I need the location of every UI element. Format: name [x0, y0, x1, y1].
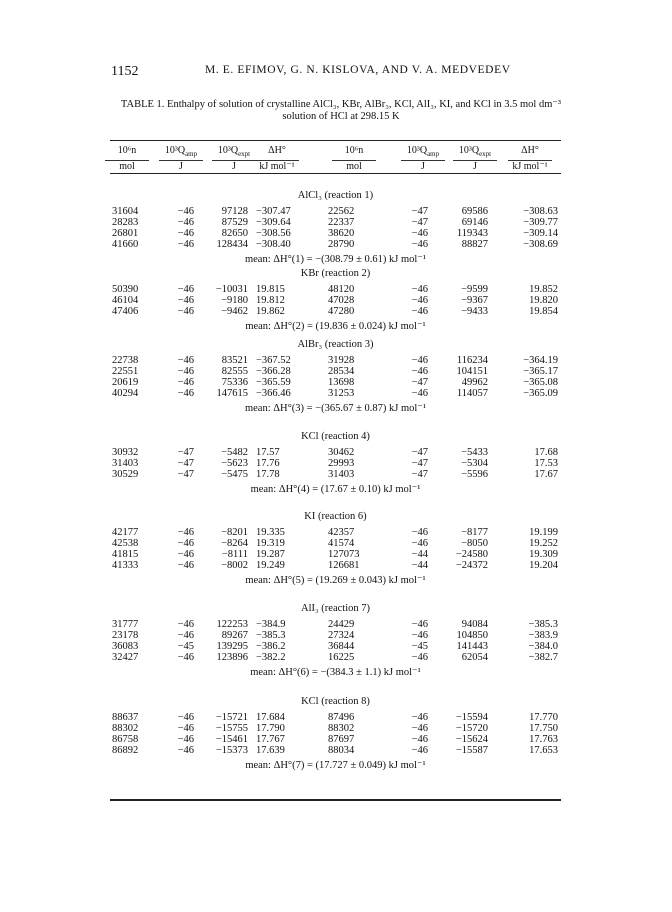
- table-cell: 104850: [456, 630, 488, 641]
- table-cell: −5482: [221, 447, 248, 458]
- table-cell: 88302: [112, 723, 139, 734]
- table-cell: 32427: [112, 652, 139, 663]
- table-cell: 17.57: [256, 447, 280, 458]
- table-cell: −24372: [455, 560, 488, 571]
- table-cell: −308.56: [256, 228, 291, 239]
- table-cell: 19.204: [529, 560, 558, 571]
- table-cell: 87496: [328, 712, 355, 723]
- table-cell: 13698: [328, 377, 355, 388]
- table-cell: −46: [411, 388, 428, 399]
- table-cell: −46: [411, 538, 428, 549]
- section-title: AlBr₃ (reaction 3): [297, 339, 374, 350]
- table-cell: −8002: [221, 560, 248, 571]
- table-cell: 40294: [112, 388, 139, 399]
- table-cell: 89267: [221, 630, 248, 641]
- section-mean: mean: ΔH°(5) = (19.269 ± 0.043) kJ mol⁻¹: [245, 575, 426, 586]
- table-cell: 69586: [461, 206, 488, 217]
- column-unit: J: [473, 161, 477, 172]
- table-cell: 69146: [461, 217, 488, 228]
- column-header: ΔH°: [521, 145, 539, 156]
- table-cell: 128434: [216, 239, 248, 250]
- table-cell: −47: [411, 469, 428, 480]
- table-cell: −46: [177, 206, 194, 217]
- table-cell: 24429: [328, 619, 355, 630]
- table-cell: −47: [411, 217, 428, 228]
- table-caption-line-1: TABLE 1. Enthalpy of solution of crystalline AlCl₃, KBr, AlBr₃, KCl, AlI₃, KI, and KCl in 3.5 mol dm⁻³: [120, 99, 562, 110]
- table-cell: −365.08: [523, 377, 558, 388]
- table-cell: 48120: [328, 284, 355, 295]
- table-cell: 17.763: [529, 734, 558, 745]
- table-cell: 47280: [328, 306, 355, 317]
- table-cell: −367.52: [256, 355, 291, 366]
- table-cell: 97128: [221, 206, 248, 217]
- table-cell: −46: [177, 228, 194, 239]
- table-cell: −9433: [461, 306, 488, 317]
- table-cell: 19.820: [529, 295, 558, 306]
- table-cell: −46: [177, 560, 194, 571]
- table-cell: −47: [411, 206, 428, 217]
- table-cell: −46: [411, 355, 428, 366]
- table-cell: 19.335: [256, 527, 285, 538]
- table-cell: −46: [177, 712, 194, 723]
- column-header: $10^3Q_{expt}$: [217, 145, 251, 158]
- table-cell: 122253: [216, 619, 248, 630]
- table-cell: −5433: [461, 447, 488, 458]
- section-title: KI (reaction 6): [304, 511, 367, 522]
- table-cell: −44: [411, 549, 428, 560]
- table-cell: 41660: [112, 239, 139, 250]
- table-cell: −46: [411, 239, 428, 250]
- table-cell: 27324: [328, 630, 355, 641]
- table-cell: −8264: [221, 538, 248, 549]
- table-cell: −45: [177, 641, 194, 652]
- table-cell: 62054: [461, 652, 488, 663]
- table-cell: −46: [177, 723, 194, 734]
- table-cell: −8050: [461, 538, 488, 549]
- table-cell: 87697: [328, 734, 355, 745]
- table-cell: −5304: [461, 458, 488, 469]
- table-cell: 49962: [461, 377, 488, 388]
- table-cell: 88034: [328, 745, 355, 756]
- table-cell: −46: [411, 284, 428, 295]
- table-cell: 22337: [328, 217, 355, 228]
- table-cell: −46: [177, 549, 194, 560]
- table-cell: −46: [411, 619, 428, 630]
- table-cell: −308.63: [523, 206, 558, 217]
- table-cell: 19.854: [529, 306, 558, 317]
- table-cell: 82555: [221, 366, 248, 377]
- table-cell: 28790: [328, 239, 355, 250]
- table-cell: 141443: [456, 641, 488, 652]
- table-cell: −8111: [221, 549, 248, 560]
- table-cell: 30932: [112, 447, 139, 458]
- table-cell: −308.69: [523, 239, 558, 250]
- column-header: $10^3Q_{expt}$: [458, 145, 492, 158]
- table-cell: 42177: [112, 527, 139, 538]
- table-cell: 30462: [328, 447, 355, 458]
- table-cell: 17.684: [256, 712, 285, 723]
- table-cell: 36844: [328, 641, 355, 652]
- table-cell: 22562: [328, 206, 355, 217]
- section-mean: mean: ΔH°(4) = (17.67 ± 0.10) kJ mol⁻¹: [250, 484, 421, 495]
- table-cell: −47: [177, 447, 194, 458]
- table-cell: −15755: [215, 723, 248, 734]
- table-cell: −9462: [221, 306, 248, 317]
- table-cell: 82650: [221, 228, 248, 239]
- table-cell: −9367: [461, 295, 488, 306]
- table-cell: 94084: [461, 619, 488, 630]
- table-cell: 31403: [112, 458, 139, 469]
- table-cell: 16225: [328, 652, 355, 663]
- table-cell: −46: [411, 712, 428, 723]
- table-cell: −15461: [215, 734, 248, 745]
- table-cell: 19.319: [256, 538, 285, 549]
- table-cell: −365.17: [523, 366, 558, 377]
- table-cell: 29993: [328, 458, 355, 469]
- table-cell: 28534: [328, 366, 355, 377]
- table-cell: −8201: [221, 527, 248, 538]
- table-cell: 119343: [456, 228, 488, 239]
- table-cell: −365.09: [523, 388, 558, 399]
- table-cell: −46: [177, 630, 194, 641]
- table-cell: 19.815: [256, 284, 285, 295]
- table-cell: 30529: [112, 469, 139, 480]
- table-cell: −46: [177, 619, 194, 630]
- table-cell: −15373: [215, 745, 248, 756]
- table-cell: −45: [411, 641, 428, 652]
- table-cell: −15587: [455, 745, 488, 756]
- table-cell: −365.59: [256, 377, 291, 388]
- table-cell: 87529: [221, 217, 248, 228]
- table-cell: 46104: [112, 295, 139, 306]
- table-cell: 31403: [328, 469, 355, 480]
- table-cell: 50390: [112, 284, 139, 295]
- table-cell: 17.653: [529, 745, 558, 756]
- section-title: AlI₃ (reaction 7): [301, 603, 370, 614]
- table-cell: −46: [411, 734, 428, 745]
- table-cell: 23178: [112, 630, 139, 641]
- table-cell: 41815: [112, 549, 139, 560]
- table-cell: −46: [411, 295, 428, 306]
- table-caption-line-2: solution of HCl at 298.15 K: [282, 111, 400, 122]
- column-unit: J: [179, 161, 183, 172]
- table-cell: −309.14: [523, 228, 558, 239]
- table-cell: 17.68: [534, 447, 558, 458]
- table-cell: 86892: [112, 745, 139, 756]
- table-cell: 19.249: [256, 560, 285, 571]
- table-cell: −46: [177, 527, 194, 538]
- table-cell: −382.2: [256, 652, 286, 663]
- table-cell: −46: [177, 377, 194, 388]
- table-cell: 19.287: [256, 549, 285, 560]
- table-cell: −46: [177, 306, 194, 317]
- table-cell: −46: [177, 388, 194, 399]
- column-header: 10⁶n: [117, 145, 137, 156]
- table-cell: −307.47: [256, 206, 291, 217]
- table-cell: −15624: [455, 734, 488, 745]
- column-unit: mol: [119, 161, 135, 172]
- section-mean: mean: ΔH°(7) = (17.727 ± 0.049) kJ mol⁻¹: [245, 760, 426, 771]
- table-cell: −46: [411, 630, 428, 641]
- table-cell: 19.252: [529, 538, 558, 549]
- table-cell: −15720: [455, 723, 488, 734]
- table-cell: −46: [411, 652, 428, 663]
- table-cell: 17.790: [256, 723, 285, 734]
- table-cell: −46: [177, 366, 194, 377]
- column-unit: J: [232, 161, 236, 172]
- table-cell: −47: [177, 469, 194, 480]
- column-header: $10^3Q_{amp}$: [164, 145, 198, 158]
- table-cell: −8177: [461, 527, 488, 538]
- table-cell: 17.767: [256, 734, 285, 745]
- column-unit: kJ mol⁻¹: [512, 161, 548, 172]
- section-mean: mean: ΔH°(1) = −(308.79 ± 0.61) kJ mol⁻¹: [244, 254, 427, 265]
- table-cell: −5596: [461, 469, 488, 480]
- table-cell: 47028: [328, 295, 355, 306]
- table-cell: 104151: [456, 366, 488, 377]
- table-cell: 17.67: [534, 469, 558, 480]
- table-cell: 88302: [328, 723, 355, 734]
- table-cell: 26801: [112, 228, 139, 239]
- table-cell: −384.9: [256, 619, 286, 630]
- table-cell: −9180: [221, 295, 248, 306]
- table-cell: 22551: [112, 366, 139, 377]
- table-cell: −364.19: [523, 355, 558, 366]
- table-cell: −15594: [455, 712, 488, 723]
- table-cell: −366.46: [256, 388, 291, 399]
- table-cell: −10031: [215, 284, 248, 295]
- table-cell: 126681: [328, 560, 360, 571]
- table-cell: −46: [411, 723, 428, 734]
- table-cell: 42538: [112, 538, 139, 549]
- table-cell: −309.64: [256, 217, 291, 228]
- table-cell: −46: [177, 217, 194, 228]
- table-cell: 41574: [328, 538, 355, 549]
- table-cell: −47: [411, 377, 428, 388]
- table-cell: −46: [411, 527, 428, 538]
- table-cell: −5475: [221, 469, 248, 480]
- table-cell: −47: [411, 447, 428, 458]
- column-header: 10⁶n: [344, 145, 364, 156]
- table-cell: 19.309: [529, 549, 558, 560]
- table-cell: 17.639: [256, 745, 285, 756]
- table-cell: −386.2: [256, 641, 286, 652]
- table-cell: 36083: [112, 641, 139, 652]
- table-cell: −46: [177, 355, 194, 366]
- running-header-authors: M. E. EFIMOV, G. N. KISLOVA, AND V. A. MEDVEDEV: [205, 64, 511, 76]
- table-cell: 31928: [328, 355, 355, 366]
- table-cell: 116234: [456, 355, 488, 366]
- table-cell: 17.76: [256, 458, 280, 469]
- table-cell: 17.53: [534, 458, 558, 469]
- table-cell: 88827: [461, 239, 488, 250]
- table-cell: −383.9: [528, 630, 558, 641]
- table-cell: −46: [411, 745, 428, 756]
- table-cell: −47: [177, 458, 194, 469]
- table-cell: −385.3: [256, 630, 286, 641]
- section-title: AlCl₃ (reaction 1): [297, 190, 374, 201]
- table-cell: 127073: [328, 549, 360, 560]
- table-cell: −46: [177, 284, 194, 295]
- table-cell: −24580: [455, 549, 488, 560]
- table-cell: 19.199: [529, 527, 558, 538]
- table-cell: −15721: [215, 712, 248, 723]
- table-cell: −366.28: [256, 366, 291, 377]
- table-cell: 42357: [328, 527, 355, 538]
- table-cell: 139295: [216, 641, 248, 652]
- section-title: KBr (reaction 2): [300, 268, 371, 279]
- table-cell: −46: [411, 366, 428, 377]
- table-cell: −46: [177, 745, 194, 756]
- column-unit: kJ mol⁻¹: [259, 161, 295, 172]
- table-cell: 17.78: [256, 469, 280, 480]
- table-cell: 31604: [112, 206, 139, 217]
- table-cell: 123896: [216, 652, 248, 663]
- table-cell: −9599: [461, 284, 488, 295]
- table-cell: −46: [411, 228, 428, 239]
- table-cell: 83521: [221, 355, 248, 366]
- table-cell: 41333: [112, 560, 139, 571]
- table-cell: 38620: [328, 228, 355, 239]
- page-number: 1152: [111, 64, 139, 79]
- column-unit: mol: [346, 161, 362, 172]
- table-cell: 17.770: [529, 712, 558, 723]
- table-cell: 88637: [112, 712, 139, 723]
- table-cell: −44: [411, 560, 428, 571]
- table-cell: 147615: [216, 388, 248, 399]
- table-cell: −46: [177, 652, 194, 663]
- table-cell: −384.0: [528, 641, 558, 652]
- table-bottom-rule: [110, 799, 561, 801]
- table-cell: 47406: [112, 306, 139, 317]
- table-cell: −5623: [221, 458, 248, 469]
- table-cell: −46: [177, 295, 194, 306]
- table-cell: 19.862: [256, 306, 285, 317]
- table-cell: 114057: [456, 388, 488, 399]
- table-cell: 22738: [112, 355, 139, 366]
- column-unit: J: [421, 161, 425, 172]
- table-cell: −309.77: [523, 217, 558, 228]
- table-header-rule: [110, 173, 561, 174]
- table-cell: −46: [177, 734, 194, 745]
- section-title: KCl (reaction 8): [301, 696, 370, 707]
- section-mean: mean: ΔH°(3) = −(365.67 ± 0.87) kJ mol⁻¹: [244, 403, 427, 414]
- table-cell: 19.812: [256, 295, 285, 306]
- section-title: KCl (reaction 4): [301, 431, 370, 442]
- table-cell: −47: [411, 458, 428, 469]
- table-cell: −46: [177, 239, 194, 250]
- section-mean: mean: ΔH°(6) = −(384.3 ± 1.1) kJ mol⁻¹: [250, 667, 421, 678]
- table-cell: −308.40: [256, 239, 291, 250]
- table-cell: −382.7: [528, 652, 558, 663]
- table-top-rule: [110, 140, 561, 141]
- table-cell: 75336: [221, 377, 248, 388]
- table-cell: 19.852: [529, 284, 558, 295]
- table-cell: −46: [411, 306, 428, 317]
- table-cell: 31777: [112, 619, 139, 630]
- section-mean: mean: ΔH°(2) = (19.836 ± 0.024) kJ mol⁻¹: [245, 321, 426, 332]
- table-cell: 17.750: [529, 723, 558, 734]
- table-cell: 28283: [112, 217, 139, 228]
- table-caption: [96, 99, 586, 123]
- table-cell: −46: [177, 538, 194, 549]
- column-header: $10^3Q_{amp}$: [406, 145, 440, 158]
- table-cell: 20619: [112, 377, 139, 388]
- table-cell: 86758: [112, 734, 139, 745]
- table-cell: 31253: [328, 388, 355, 399]
- table-cell: −385.3: [528, 619, 558, 630]
- column-header: ΔH°: [268, 145, 286, 156]
